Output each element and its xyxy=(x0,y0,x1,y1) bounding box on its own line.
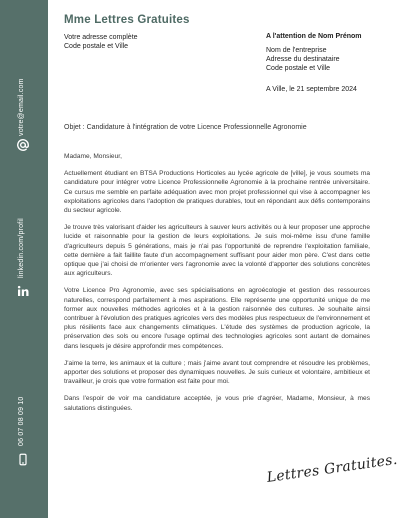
sender-city-line: Code postale et Ville xyxy=(64,43,129,50)
letter-subject: Objet : Candidature à l'intégration de votre Licence Professionnelle Agronomie xyxy=(64,124,307,131)
sender-address-line: Votre adresse complète xyxy=(64,34,138,41)
at-icon xyxy=(14,136,32,154)
letter-body xyxy=(64,152,370,421)
letter-date: A Ville, le 21 septembre 2024 xyxy=(266,86,357,93)
phone-text[interactable]: 06 07 08 09 10 xyxy=(18,396,25,446)
letter-paragraph-2: Je trouve très valorisant d'aider les agriculteurs à sauver leurs activités ou à leur proposer une approche lucide et raisonnable pour la gestion de leurs exploitations. Je suis moi-même issu d'une famille d'agriculteurs depuis 5 générations, mais je n'ai pas l'opportunité de reprendre l'exploitation familiale, cette dernière a fait faillite faute d'un accompagnement suffisant pour aider mon père. C'est dans cette optique que j'ai choisi de m'orienter vers l'agronomie avec la volonté d'apporter des solutions concrètes aux agriculteurs. xyxy=(64,224,370,278)
sender-name: Mme Lettres Gratuites xyxy=(64,14,190,26)
letter-paragraph-1: Actuellement étudiant en BTSA Productions Horticoles au lycée agricole de [ville], je vous soumets ma candidature pour intégrer votre Licence Professionnelle Agronomie à la prochaine rentrée universitaire. Ce cursus me semble en parfaite adéquation avec mon projet professionnel qui vise à accompagner les exploitations agricoles dans l'adoption de pratiques durables, tout en répondant aux défis contemporains du secteur agricole. xyxy=(64,170,370,215)
signature: Lettres Gratuites. xyxy=(265,451,399,486)
recipient-address xyxy=(266,46,340,73)
recipient-city-line: Code postale et Ville xyxy=(266,65,331,72)
contact-sidebar xyxy=(0,0,48,518)
letter-paragraph-3: Votre Licence Pro Agronomie, avec ses spécialisations en agroécologie et gestion des ressources naturelles, correspond parfaitement à mes aspirations. Elle représente une opportunité unique de me former aux nouvelles méthodes agricoles et à la gestion raisonnée des cultures. Je souhaite ainsi contribuer à l'évolution des pratiques agricoles vers des modèles plus respectueux de l'environnement et plus résilients face aux changements climatiques. L'étude des systèmes de production agricole, la préservation des sols ou encore l'usage optimal des technologies agricoles sont autant de domaines dans lesquels je désire approfondir mes compétences. xyxy=(64,287,370,350)
phone-icon xyxy=(14,450,32,468)
letter-paragraph-4: J'aime la terre, les animaux et la culture ; mais j'aime avant tout comprendre et résoudre les problèmes, apporter des solutions et proposer des dynamiques nouvelles. Je suis curieux et volontaire, ambitieux et travailleur, je crois que votre formation est faite pour moi. xyxy=(64,359,370,386)
email-text[interactable]: votre@email.com xyxy=(18,78,25,136)
sender-address xyxy=(64,33,138,51)
recipient-company: Nom de l'entreprise xyxy=(266,47,327,54)
linkedin-text[interactable]: linkedin.com/profil xyxy=(18,218,25,278)
recipient-title: A l'attention de Nom Prénom xyxy=(266,33,362,40)
linkedin-icon xyxy=(14,282,32,300)
letter-closing: Dans l'espoir de voir ma candidature acceptée, je vous prie d'agréer, Madame, Monsieur, à mes salutations distinguées. xyxy=(64,395,370,412)
letter-greeting: Madame, Monsieur, xyxy=(64,153,122,160)
recipient-address-line: Adresse du destinataire xyxy=(266,56,340,63)
